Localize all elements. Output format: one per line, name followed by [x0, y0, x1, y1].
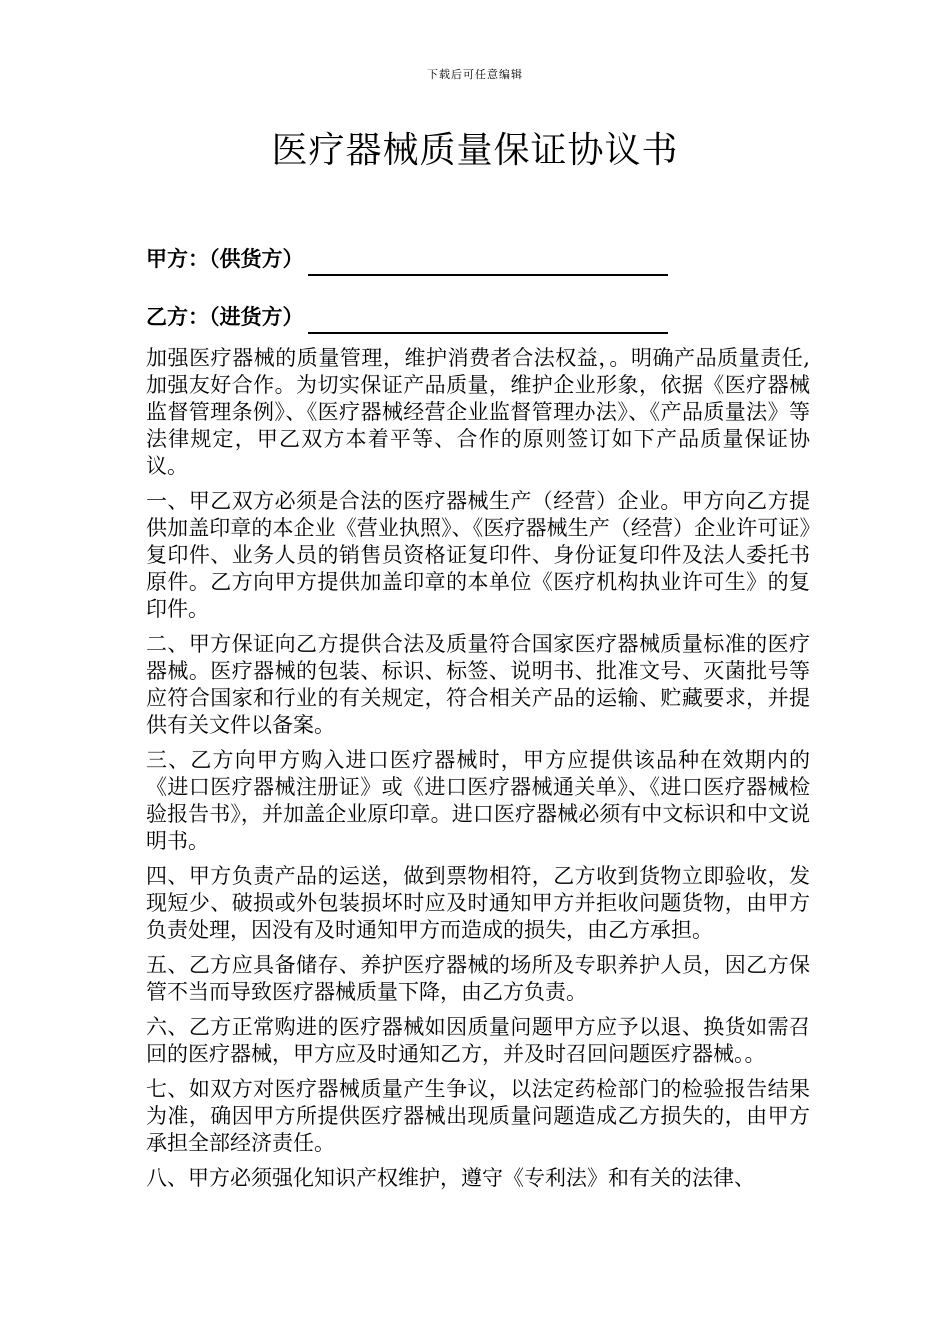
clause-5-paragraph: 五、乙方应具备储存、养护医疗器械的场所及专职养护人员，因乙方保管不当而导致医疗器械质量下降，由乙方负责。 [146, 953, 810, 1004]
clause-3-paragraph: 三、乙方向甲方购入进口医疗器械时，甲方应提供该品种在效期内的《进口医疗器械注册证》或《进口医疗器械通关单》、《进口医疗器械检验报告书》，并加盖企业原印章。进口医疗器械必须有中文标识和中文说明书。 [146, 748, 810, 853]
party-a-label: 甲方：（供货方） [146, 247, 304, 271]
party-a-blank-field[interactable] [308, 250, 668, 276]
clause-8-paragraph: 八、甲方必须强化知识产权维护，遵守《专利法》和有关的法律、 [146, 1166, 755, 1190]
clause-4-paragraph: 四、甲方负责产品的运送，做到票物相符，乙方收到货物立即验收，发现短少、破损或外包装损坏时应及时通知甲方并拒收问题货物，由甲方负责处理，因没有及时通知甲方而造成的损失，由乙方承担。 [146, 864, 810, 942]
clause-6-paragraph: 六、乙方正常购进的医疗器械如因质量问题甲方应予以退、换货如需召回的医疗器械，甲方应及时通知乙方，并及时召回问题医疗器械。。 [146, 1015, 810, 1066]
document-title: 医疗器械质量保证协议书 [271, 130, 679, 171]
party-b-line [146, 300, 668, 334]
party-a-line [146, 242, 668, 276]
clause-7-paragraph: 七、如双方对医疗器械质量产生争议，以法定药检部门的检验报告结果为准，确因甲方所提供医疗器械出现质量问题造成乙方损失的，由甲方承担全部经济责任。 [146, 1077, 810, 1155]
party-b-blank-field[interactable] [308, 308, 668, 334]
clause-2-paragraph: 二、甲方保证向乙方提供合法及质量符合国家医疗器械质量标准的医疗器械。医疗器械的包装、标识、标签、说明书、批准文号、灭菌批号等应符合国家和行业的有关规定，符合相关产品的运输、贮藏要求，并提供有关文件以备案。 [146, 632, 810, 737]
agreement-body [146, 345, 810, 1200]
intro-paragraph: 加强医疗器械的质量管理，维护消费者合法权益，。明确产品质量责任,加强友好合作。为切实保证产品质量，维护企业形象，依据《医疗器械监督管理条例》、《医疗器械经营企业监督管理办法》、《产品质量法》等法律规定，甲乙双方本着平等、合作的原则签订如下产品质量保证协议。 [146, 346, 810, 478]
clause-1-paragraph: 一、甲乙双方必须是合法的医疗器械生产（经营）企业。甲方向乙方提供加盖印章的本企业《营业执照》、《医疗器械生产（经营）企业许可证》复印件、业务人员的销售员资格证复印件、身份证复印件及法人委托书原件。乙方向甲方提供加盖印章的本单位《医疗机构执业许可生》的复印件。 [146, 489, 810, 621]
party-b-label: 乙方：（进货方） [146, 305, 304, 329]
header-note: 下载后可任意编辑 [427, 68, 523, 81]
